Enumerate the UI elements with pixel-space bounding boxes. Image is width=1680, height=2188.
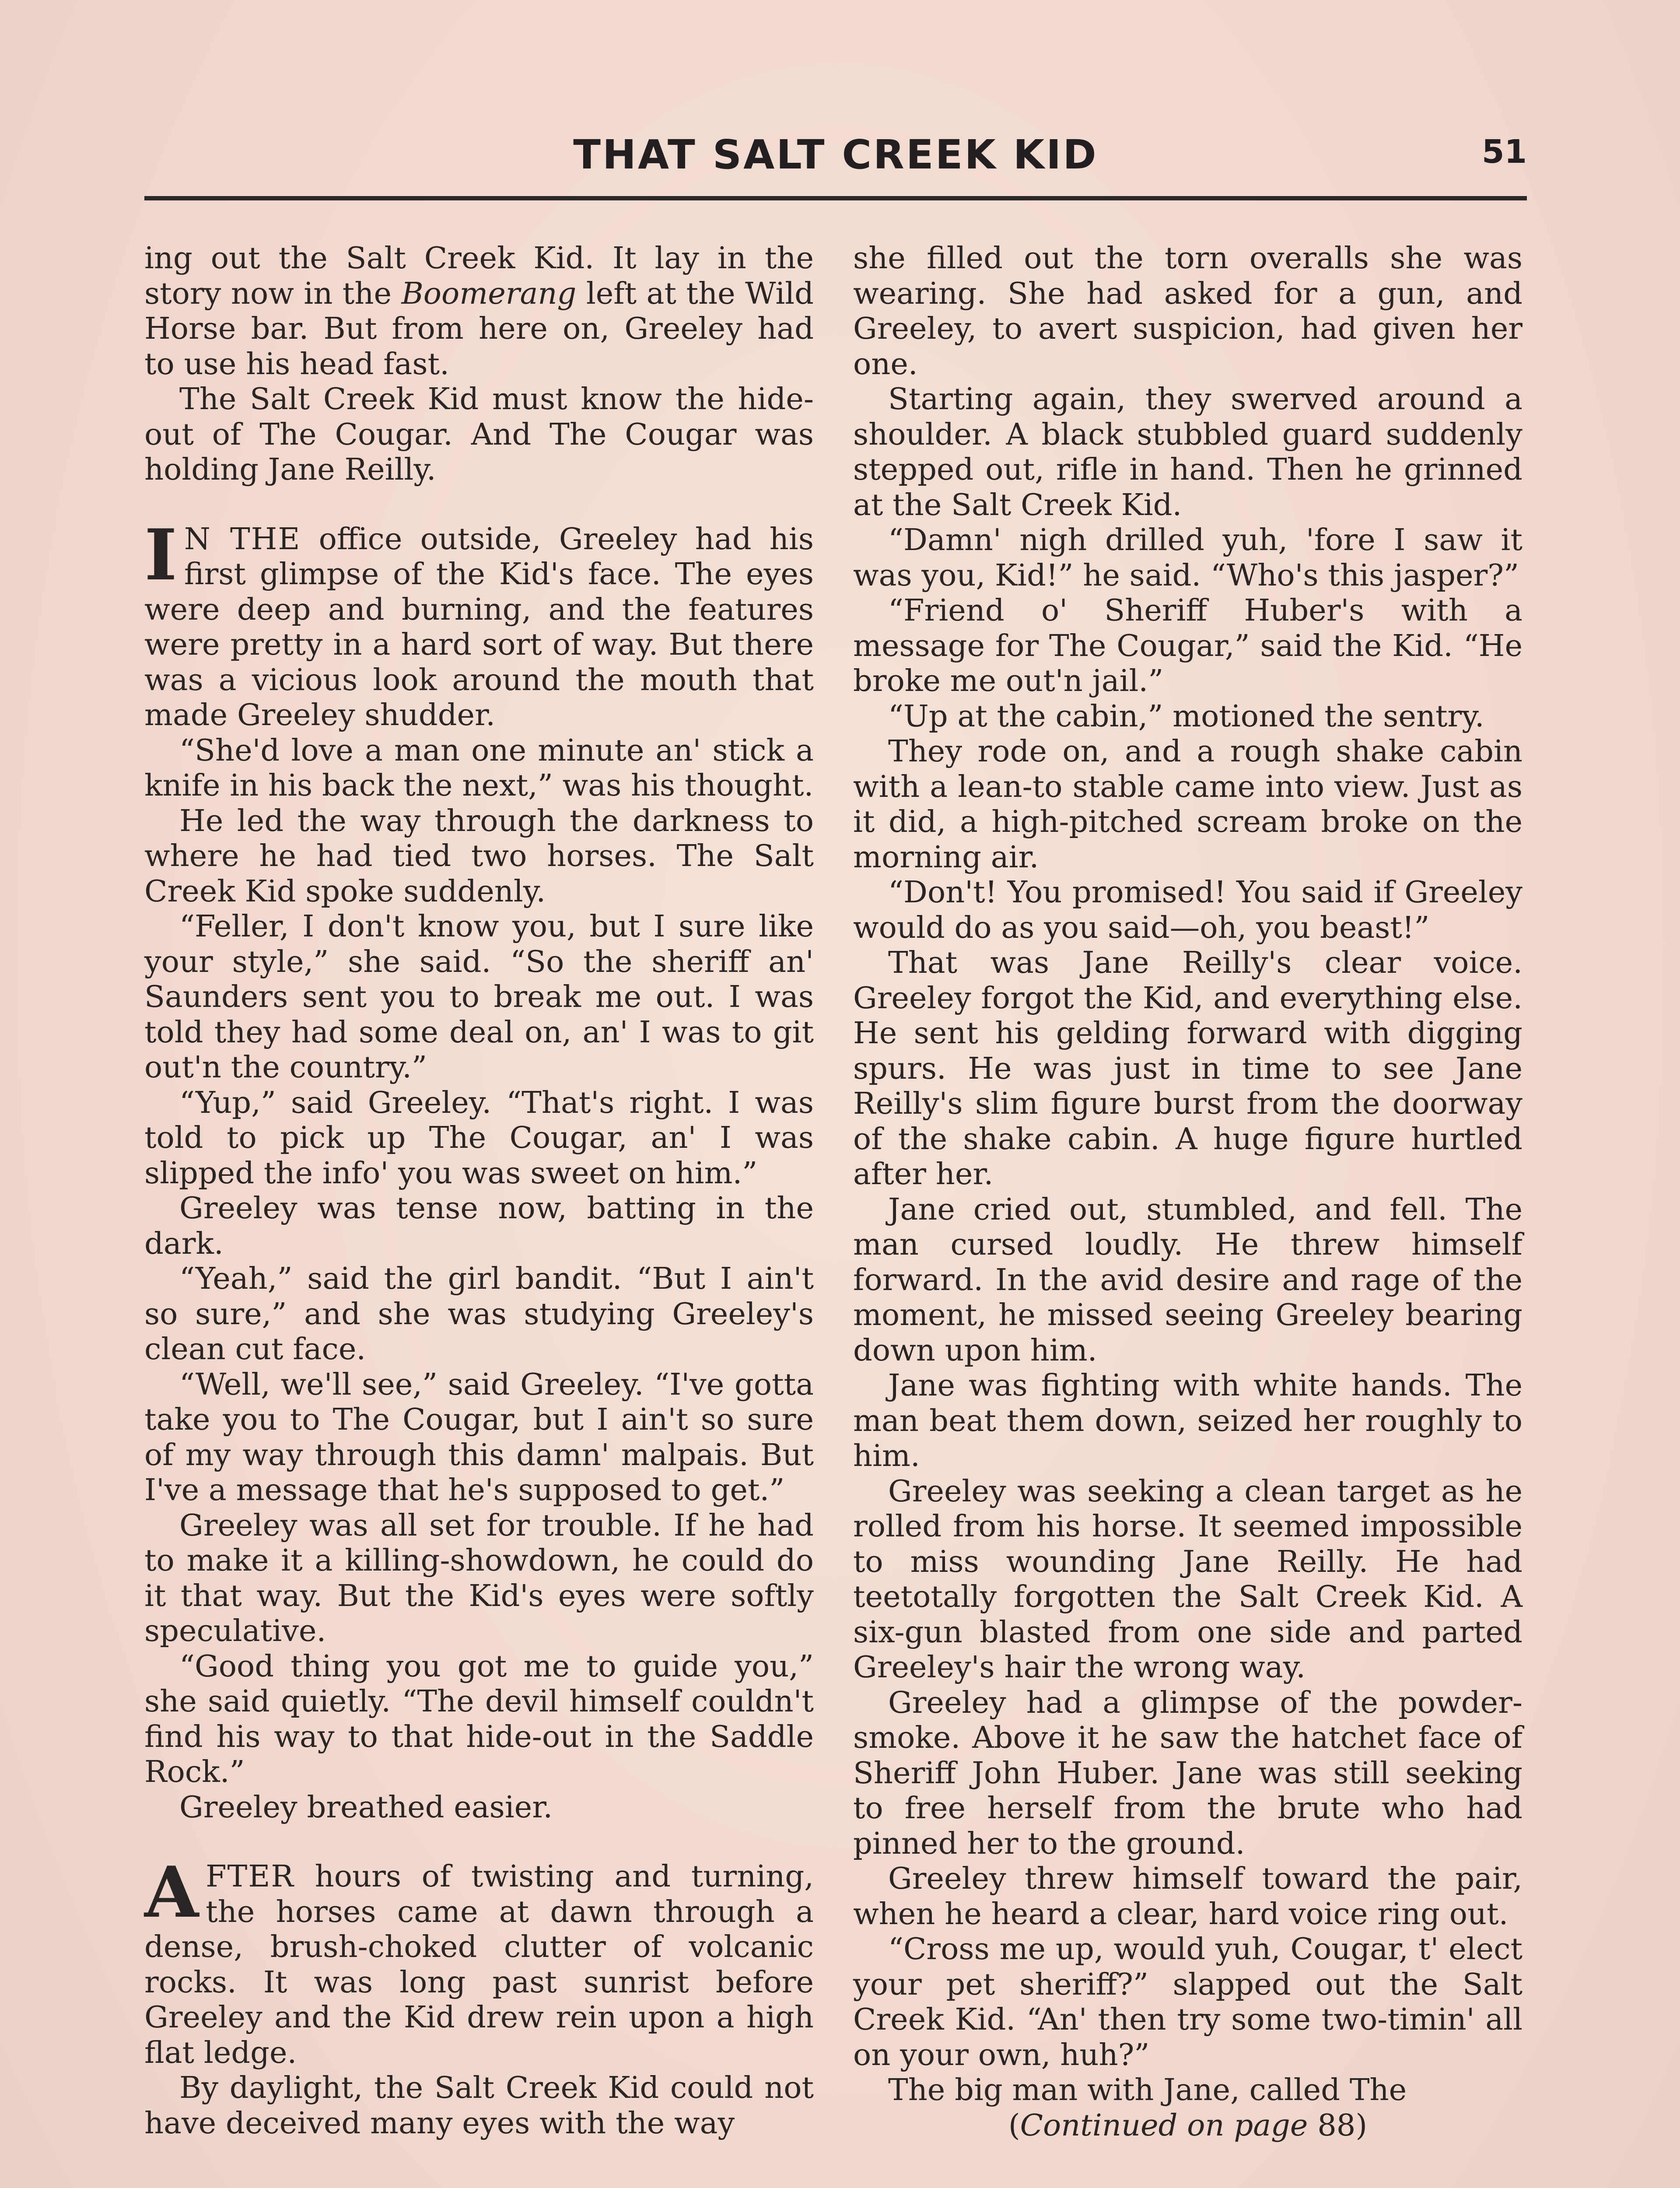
paragraph: By daylight, the Salt Creek Kid could not have deceived many eyes with the way	[144, 2070, 814, 2141]
header-rule	[144, 196, 1527, 200]
page-number: 51	[1482, 133, 1527, 171]
paragraph: Greeley threw himself toward the pair, when he heard a clear, hard voice ring out.	[853, 1861, 1522, 1932]
paragraph: The Salt Creek Kid must know the hide-out of The Cougar. And The Cougar was holding Jane Reilly.	[144, 382, 814, 487]
paragraph: He led the way through the darkness to where he had tied two horses. The Salt Creek Kid spoke suddenly.	[144, 803, 814, 909]
right-column	[853, 241, 1522, 2188]
paragraph: “Cross me up, would yuh, Cougar, t' elect your pet sheriff?” slapped out the Salt Creek Kid. “An' then try some two-timin' all on your own, huh?”	[853, 1932, 1522, 2072]
paragraph: “Well, we'll see,” said Greeley. “I've gotta take you to The Cougar, but I ain't so sure of my way through this damn' malpais. But I've a message that he's supposed to get.”	[144, 1367, 814, 1508]
paragraph	[144, 241, 814, 382]
paragraph: The big man with Jane, called The	[888, 2072, 1407, 2107]
paragraph-text: office outside, Greeley had his first glimpse of the Kid's face. The eyes were deep and burning, and the features were pretty in a hard sort of way. But there was a vicious look around the mouth that made Greeley shudder.	[144, 521, 814, 733]
page-header	[144, 127, 1527, 188]
running-title: THAT SALT CREEK KID	[573, 131, 1098, 178]
paragraph: “Yup,” said Greeley. “That's right. I was told to pick up The Cougar, an' I was slipped the info' you was sweet on him.”	[144, 1085, 814, 1191]
paragraph: Starting again, they swerved around a shoulder. A black stubbled guard suddenly stepped out, rifle in hand. Then he grinned at the Salt Creek Kid.	[853, 382, 1522, 522]
paragraph: Greeley was tense now, batting in the dark.	[144, 1191, 814, 1261]
paragraph: “Don't! You promised! You said if Greeley would do as you said—oh, you beast!”	[853, 875, 1522, 945]
paragraph: “She'd love a man one minute an' stick a knife in his back the next,” was his thought.	[144, 733, 814, 803]
italic-title: Boomerang	[401, 276, 577, 311]
drop-cap: A	[144, 1851, 199, 1933]
paragraph: she filled out the torn overalls she was wearing. She had asked for a gun, and Greeley, to avert suspicion, had given her one.	[853, 241, 1522, 382]
paragraph: Greeley was all set for trouble. If he had to make it a killing-showdown, he could do it that way. But the Kid's eyes were softly speculative.	[144, 1508, 814, 1648]
paragraph: “Friend o' Sheriff Huber's with a message for The Cougar,” said the Kid. “He broke me out'n jail.”	[853, 593, 1522, 698]
paragraph-text: ing out the Salt Creek Kid. It lay in the story now in the	[144, 241, 814, 311]
paragraph: Greeley had a glimpse of the powder-smoke. Above it he saw the hatchet face of Sheriff John Huber. Jane was still seeking to free herself from the brute who had pinned her to the ground.	[853, 1685, 1522, 1861]
continued-page: 88)	[1308, 2107, 1368, 2143]
drop-cap: I	[144, 513, 177, 596]
continued-label: Continued on page	[1020, 2107, 1308, 2143]
continued-paren: (	[1008, 2107, 1020, 2143]
lead-caps: FTER	[206, 1859, 294, 1894]
paragraph: Jane was fighting with white hands. The man beat them down, seized her roughly to him.	[853, 1368, 1522, 1473]
paragraph: “Up at the cabin,” motioned the sentry.	[888, 698, 1484, 734]
paragraph: That was Jane Reilly's clear voice. Greeley forgot the Kid, and everything else. He sent his gelding forward with digging spurs. He was just in time to see Jane Reilly's slim figure burst from the doorway of the shake cabin. A huge figure hurtled after her.	[853, 945, 1522, 1192]
section-opening	[144, 513, 814, 733]
lead-caps: N THE	[184, 521, 301, 557]
paragraph: Greeley breathed easier.	[179, 1789, 553, 1825]
continued-note	[853, 2108, 1522, 2143]
paragraph-text: hours of twisting and turning, the horses came at dawn through a dense, brush-choked clutter of volcanic rocks. It was long past sunrist before Greeley and the Kid drew rein upon a high flat ledge.	[144, 1859, 814, 2070]
paragraph: “Feller, I don't know you, but I sure like your style,” she said. “So the sheriff an' Saunders sent you to break me out. I was told they had some deal on, an' I was to git out'n the country.”	[144, 909, 814, 1085]
paragraph: Jane cried out, stumbled, and fell. The man cursed loudly. He threw himself forward. In the avid desire and rage of the moment, he missed seeing Greeley bearing down upon him.	[853, 1192, 1522, 1368]
paragraph: “Yeah,” said the girl bandit. “But I ain't so sure,” and she was studying Greeley's clean cut face.	[144, 1261, 814, 1367]
paragraph: Greeley was seeking a clean target as he rolled from his horse. It seemed impossible to miss wounding Jane Reilly. He had teetotally forgotten the Salt Creek Kid. A six-gun blasted from one side and parted Greeley's hair the wrong way.	[853, 1473, 1522, 1685]
paragraph: They rode on, and a rough shake cabin with a lean-to stable came into view. Just as it did, a high-pitched scream broke on the morning air.	[853, 734, 1522, 875]
left-column	[144, 241, 814, 2188]
paragraph: “Good thing you got me to guide you,” she said quietly. “The devil himself couldn't find his way to that hide-out in the Saddle Rock.”	[144, 1648, 814, 1789]
section-opening	[144, 1851, 814, 2070]
paragraph: “Damn' nigh drilled yuh, 'fore I saw it was you, Kid!” he said. “Who's this jasper?”	[853, 522, 1522, 593]
paragraph-text: left at the Wild Horse bar. But from here on, Greeley had to use his head fast.	[144, 276, 814, 382]
